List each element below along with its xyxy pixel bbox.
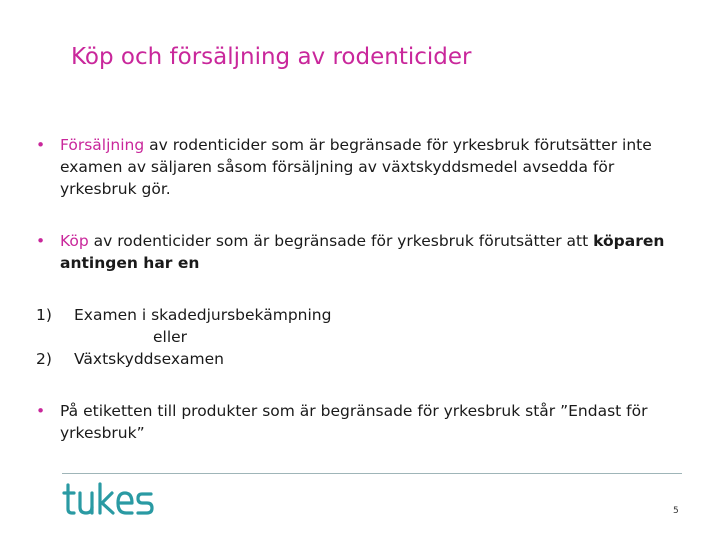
bullet-highlight: Köp bbox=[60, 232, 89, 250]
numbered-text: Examen i skadedjursbekämpning bbox=[74, 306, 332, 324]
bullet-text: av rodenticider som är begränsade för yrkesbruk förutsätter inte examen av säljaren såsom försäljning av växtskyddsmedel avsedda för yrkesbruk gör. bbox=[60, 136, 652, 198]
slide-content bbox=[36, 134, 676, 460]
bullet-item-1 bbox=[36, 134, 676, 200]
slide-title: Köp och försäljning av rodenticider bbox=[71, 44, 472, 70]
bullet-text: På etiketten till produkter som är begränsade för yrkesbruk står ”Endast för yrkesbruk” bbox=[60, 402, 648, 442]
bullet-item-3 bbox=[36, 400, 676, 444]
tukes-logo-icon bbox=[62, 481, 158, 517]
tukes-logo bbox=[62, 481, 158, 521]
connector-text: eller bbox=[153, 328, 188, 346]
numbered-label: 2) bbox=[36, 350, 52, 368]
bullet-dot: • bbox=[36, 136, 46, 154]
numbered-item-1 bbox=[36, 304, 676, 326]
numbered-text: Växtskyddsexamen bbox=[74, 350, 224, 368]
bullet-dot: • bbox=[36, 232, 46, 250]
bullet-dot: • bbox=[36, 402, 46, 420]
numbered-list bbox=[36, 304, 676, 370]
bullet-text: av rodenticider som är begränsade för yrkesbruk förutsätter att bbox=[88, 232, 594, 250]
connector-line bbox=[36, 326, 676, 348]
numbered-item-2 bbox=[36, 348, 676, 370]
bullet-item-2 bbox=[36, 230, 676, 274]
numbered-label: 1) bbox=[36, 306, 52, 324]
bullet-bold-text: köparen antingen har en bbox=[60, 232, 665, 272]
footer-divider bbox=[62, 473, 682, 474]
page-number: 5 bbox=[673, 506, 679, 516]
bullet-highlight: Försäljning bbox=[60, 136, 145, 154]
